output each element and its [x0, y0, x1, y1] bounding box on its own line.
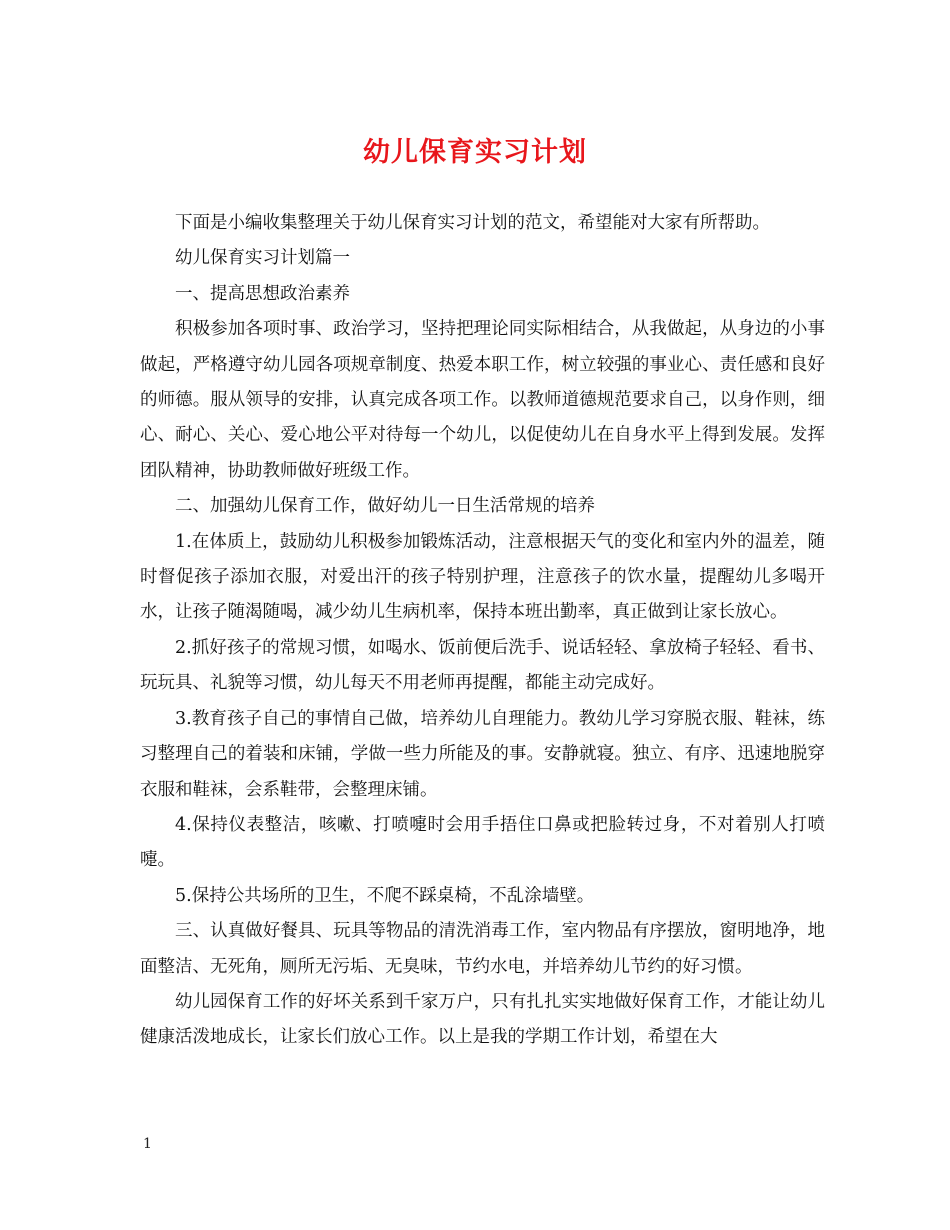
paragraph-item-4: 4.保持仪表整洁，咳嗽、打喷嚏时会用手捂住口鼻或把脸转过身，不对着别人打喷嚏。: [140, 814, 825, 871]
page-number: 1: [143, 1136, 152, 1152]
heading-section-1: 一、提高思想政治素养: [175, 283, 350, 304]
paragraph-item-1: 1.在体质上，鼓励幼儿积极参加锻炼活动，注意根据天气的变化和室内外的温差，随时督促孩子添加衣服，对爱出汗的孩子特别护理，注意孩子的饮水量，提醒幼儿多喝开水，让孩子随渴随喝，减少幼儿生病机率，保持本班出勤率，真正做到让家长放心。: [140, 531, 825, 623]
paragraph-item-5: 5.保持公共场所的卫生，不爬不踩桌椅，不乱涂墙壁。: [175, 885, 595, 906]
paragraph-conclusion: 幼儿园保育工作的好坏关系到千家万户，只有扎扎实实地做好保育工作，才能让幼儿健康活泼地成长，让家长们放心工作。以上是我的学期工作计划，希望在大: [140, 991, 825, 1048]
paragraph-section-3: 三、认真做好餐具、玩具等物品的清洗消毒工作，室内物品有序摆放，窗明地净，地面整洁、无死角，厕所无污垢、无臭味，节约水电，并培养幼儿节约的好习惯。: [140, 921, 825, 977]
paragraph-item-2: 2.抓好孩子的常规习惯，如喝水、饭前便后洗手、说话轻轻、拿放椅子轻轻、看书、玩玩具、礼貌等习惯，幼儿每天不用老师再提醒，都能主动完成好。: [140, 637, 825, 694]
document-body: [140, 206, 825, 1056]
paragraph-intro: 下面是小编收集整理关于幼儿保育实习计划的范文，希望能对大家有所帮助。: [175, 213, 770, 233]
document-title: 幼儿保育实习计划: [363, 137, 587, 168]
heading-section-2: 二、加强幼儿保育工作，做好幼儿一日生活常规的培养: [175, 496, 595, 517]
paragraph-section-1: 积极参加各项时事、政治学习，坚持把理论同实际相结合，从我做起，从身边的小事做起，严格遵守幼儿园各项规章制度、热爱本职工作，树立较强的事业心、责任感和良好的师德。服从领导的安排，认真完成各项工作。以教师道德规范要求自己，以身作则，细心、耐心、关心、爱心地公平对待每一个幼儿，以促使幼儿在自身水平上得到发展。发挥团队精神，协助教师做好班级工作。: [140, 319, 825, 481]
paragraph-section-label: 幼儿保育实习计划篇一: [175, 248, 350, 269]
paragraph-item-3: 3.教育孩子自己的事情自己做，培养幼儿自理能力。教幼儿学习穿脱衣服、鞋袜，练习整理自己的着装和床铺，学做一些力所能及的事。安静就寝。独立、有序、迅速地脱穿衣服和鞋袜，会系鞋带，会整理床铺。: [140, 708, 825, 800]
